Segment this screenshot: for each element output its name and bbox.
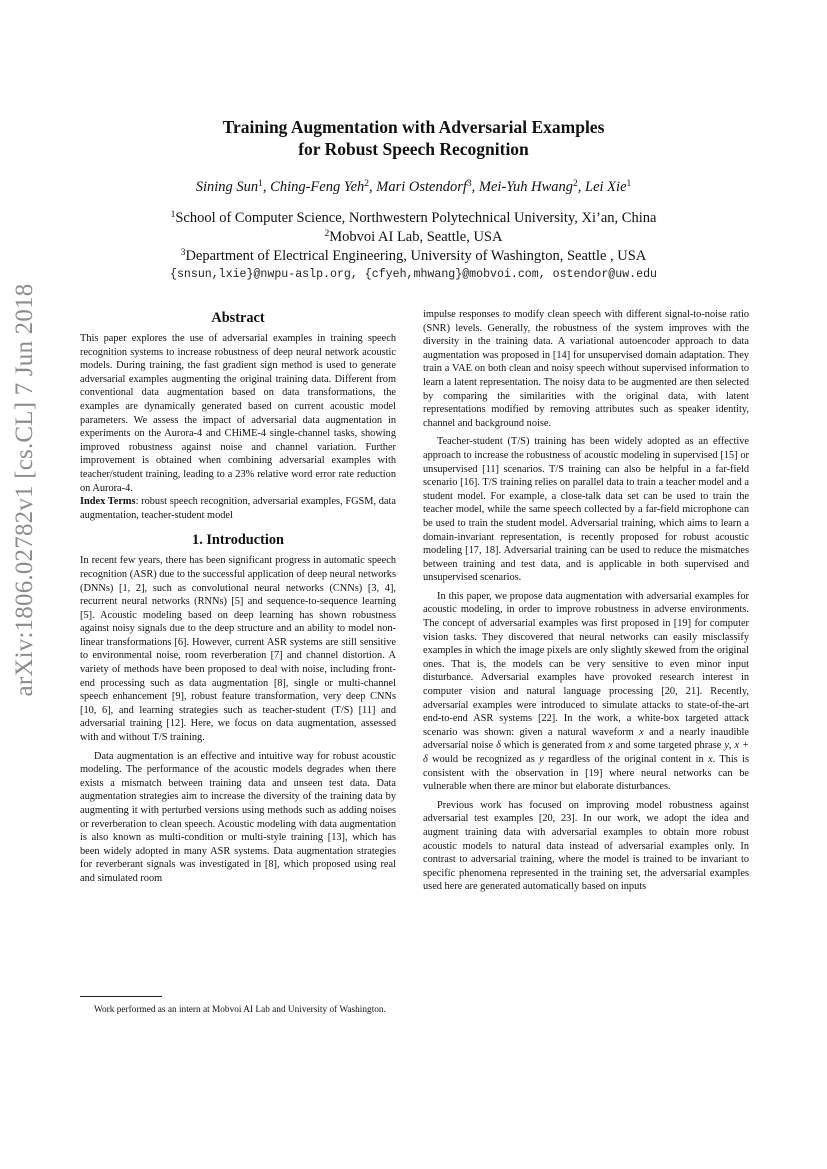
author-mark: 2 [364,179,370,189]
affiliation-2 [0,229,827,246]
intro-paragraph-1: In recent few years, there has been significant progress in automatic speech recognition (ASR) due to the successful application of deep neural networks (DNNs) [1, 2], such as convolutional neural networks (CNNs) [3, 4], recurrent neural networks (RNNs) [5] and sequence-to-sequence learning [5]. Acoustic modeling based on deep learning has shown robustness against noisy signals due to the deep structure and an ability to model non-linear transformations [6]. However, current ASR systems are still sensitive to environmental noise, room reverberation [7] and channel distortion. A variety of methods have been proposed to deal with noise, including front-end processing such as data augmentation [8], single or multi-channel speech enhancement [9], robust feature transformation, very deep CNNs [10, 6], and learning strategies such as teacher-student (T/S) [11] and adversarial training [12]. Here, we focus on data augmentation, assessed with and without T/S training. [80,555,396,744]
index-terms-label: Index Terms [80,496,136,508]
affiliation-text: Department of Electrical Engineering, University of Washington, Seattle , USA [185,248,647,264]
math-variable: δ [496,740,501,752]
right-paragraph-3 [423,590,749,794]
text-run: and some targeted phrase [612,740,725,752]
math-variable: y [539,754,544,765]
text-run: and a nearly inaudible adversarial noise [423,726,749,752]
math-variable: y [724,740,729,752]
text-run: In this paper, we propose data augmentation with adversarial examples for acoustic modeling, in order to improve robustness in adverse environments. The concept of adversarial examples was first proposed in [19] for computer vision tasks. They discovered that neural networks can easily misclassify examples in which the image pixels are only slightly skewed from the original ones. That is, the models can be very sensitive to even minor input disturbance. Adversarial examples have provoked research interest in computer vision and natural language processing [20, 21]. Recently, adversarial examples were introduced to simulate attacks to state-of-the-art end-to-end ASR systems [22]. In the work, a white-box targeted attack scenario was shown: given a natural waveform [423,590,749,738]
author-name: Mei-Yuh Hwang [478,179,574,195]
paper-title-line-1: Training Augmentation with Adversarial Examples [222,117,605,137]
footnote [80,1004,396,1016]
footnote-rule [80,996,162,997]
math-variable: x [639,726,644,738]
text-run: regardless of the original content in [543,754,709,765]
author-mark: 3 [466,179,472,189]
author-mark: 1 [626,179,632,189]
affiliation-3 [0,248,827,265]
author-mark: 1 [258,179,263,189]
math-variable: x [708,754,713,765]
paper-title-line-2: for Robust Speech Recognition [298,139,529,159]
math-variable: x [608,740,613,752]
right-paragraph-4: Previous work has focused on improving model robustness against adversarial test examples [20, 23]. In our work, we adopt the idea and augment training data with adversarial examples to obtain more robust acoustic models to natural data instead of adversarial examples only. In contrast to adversarial training, where the model is trained to be invariant to specific phenomena represented in the training set, the adversarial examples used here are generated automatically based on inputs [423,799,749,893]
author-name: Ching-Feng Yeh [270,179,365,195]
introduction-heading: 1. Introduction [192,532,284,549]
affiliation-text: Mobvoi AI Lab, Seattle, USA [329,229,503,245]
author-name: Lei Xie [585,179,627,195]
arxiv-identifier: arXiv:1806.02782v1 [cs.CL] 7 Jun 2018 [11,283,38,696]
text-run: , [728,740,735,752]
footnote-text: Work performed as an intern at Mobvoi AI Lab and University of Washington. [94,1005,386,1015]
affiliation-mark: 3 [180,248,186,258]
abstract-text: This paper explores the use of adversarial examples in training speech recognition systems to increase robustness of deep neural network acoustic models. During training, the fast gradient sign method is used to generate adversarial examples augmenting the original training data. Different from conventional data augmentation based on data transformations, the examples are dynamically generated based on current acoustic model parameters. We assess the impact of adversarial data augmentation in experiments on the Aurora-4 and CHiME-4 single-channel tasks, showing improved robustness against noise and channel variation. Further improvement is obtained when combining adversarial examples with teacher/student training, leading to a 23% relative word error rate reduction on Aurora-4. [80,333,396,494]
affiliation-mark: 1 [170,210,176,220]
text-run: would be recognized as [427,754,540,765]
index-terms [80,495,396,522]
author-emails: {snsun,lxie}@nwpu-aslp.org, {cfyeh,mhwang}@mobvoi.com, ostendor@uw.edu [169,268,658,281]
affiliation-1 [0,210,827,227]
abstract-heading: Abstract [211,310,265,326]
left-column [80,308,396,886]
affiliation-text: School of Computer Science, Northwestern Polytechnical University, Xi’an, China [175,210,657,226]
author-list: Sining Sun$^1$, Ching-Feng Yeh$^2$, Mari Ostendorf$^3$, Mei-Yuh Hwang$^2$, Lei Xie$^1$ [195,179,632,195]
text-run: . This is consistent with the observation in [19] where neural networks can be vulnerable when there are minor but elaborate disturbances. [423,754,749,793]
author-name: Mari Ostendorf [376,179,467,195]
right-column [423,308,749,894]
math-expression: x + δ [423,740,749,765]
author-name: Sining Sun [195,179,259,195]
arxiv-side-stamp [5,283,45,696]
intro-paragraph-2: Data augmentation is an effective and intuitive way for robust acoustic modeling. The performance of the acoustic models degrades when there exists a mismatch between training data and unseen test data. Data augmentation strategies aim to increase the diversity of the training data by augmenting it with perturbed versions using methods such as adding noises or reverberation to clean speech. Acoustic modeling with data augmentation is also known as multi-condition or multi-style training [13], which has been widely adopted in many ASR systems. Data augmentation strategies for reverberant signals was investigated in [8], which proposed using real and simulated room [80,750,396,884]
text-run: which is generated from [500,740,609,752]
affiliation-mark: 2 [324,229,330,239]
right-paragraph-1: impulse responses to modify clean speech with different signal-to-noise ratio (SNR) levels. Generally, the robustness of the system improves with the diversity in the training data. A variational autoencoder approach to data augmentation was proposed in [14] for unsupervised domain adaptation. They train a VAE on both clean and noisy speech without supervised information to learn a latent representation. The noisy data to be augmented are then selected by comparing the similarities with the original data, with latent representations modified by removing attributes such as speaker identity, channel and background noise. [423,309,749,429]
author-mark: 2 [573,179,578,189]
index-terms-text: : robust speech recognition, adversarial examples, FGSM, data augmentation, teacher-student model [80,496,396,521]
right-paragraph-2: Teacher-student (T/S) training has been widely adopted as an effective approach to increase the robustness of acoustic modeling in supervised [15] or unsupervised [11] scenarios. T/S training can also be helpful in a far-field scenario [16]. T/S training relies on parallel data to train a teacher model and a student model. For example, a close-talk data set can be used to train the teacher model, while the same speech collected by a far-field microphone can be used to train the student model. Adversarial training, which aims to learn a domain-invariant representation, is recently proposed for robust acoustic modeling [17, 18]. Adversarial training can be used to reduce the mismatches between training and test data, and is applicable in both supervised and unsupervised scenarios. [423,436,749,584]
